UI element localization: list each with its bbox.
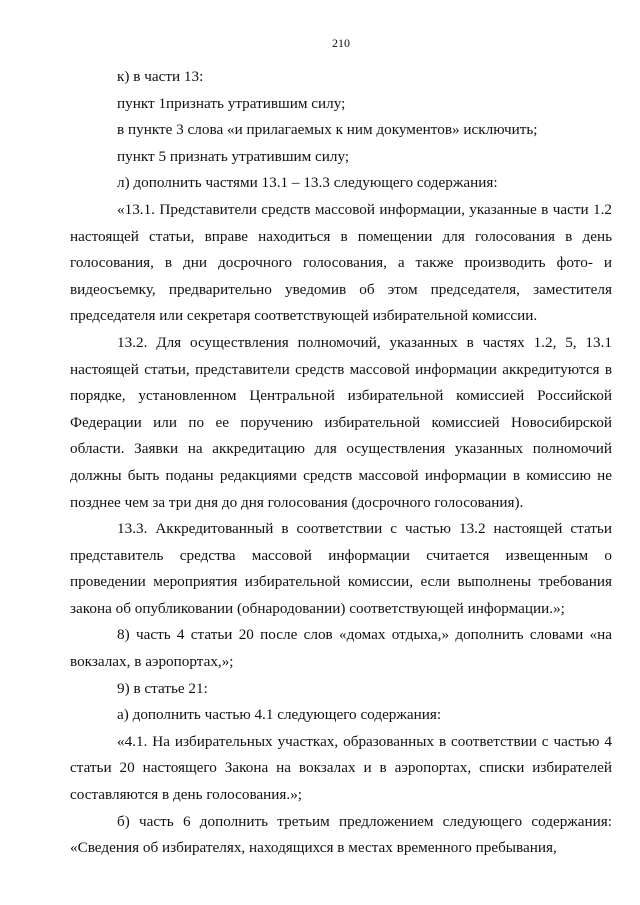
page-number: 210	[332, 36, 350, 50]
paragraph-item-3: в пункте 3 слова «и прилагаемых к ним документов» исключить;	[117, 121, 538, 139]
paragraph-l-add-parts: л) дополнить частями 13.1 – 13.3 следующего содержания:	[117, 174, 498, 192]
paragraph-a-part-4-1: а) дополнить частью 4.1 следующего содержания:	[117, 706, 442, 724]
paragraph-4-1-text: «4.1. На избирательных участках, образованных в соответствии с частью 4 статьи 20 настоящего Закона на вокзалах и в аэропортах, списки избирателей составляются в день голосования.»;	[70, 732, 612, 804]
paragraph-k-part-13: к) в части 13:	[117, 68, 204, 85]
paragraph-item-1: пункт 1признать утратившим силу;	[117, 94, 346, 112]
paragraph-9-article-21: 9) в статье 21:	[117, 679, 208, 697]
paragraph-13-2: 13.2. Для осуществления полномочий, указанных в частях 1.2, 5, 13.1 настоящей статьи, представители средств массовой информации аккредитуются в порядке, установленном Центральной избирательной комиссией Российской Федерации или по ее поручению избирательной комиссией Новосибирской области. Заявки на аккредитацию для осуществления указанных полномочий должны быть поданы редакциями средств массовой информации в комиссию не позднее чем за три дня до дня голосования (досрочного голосования).	[70, 333, 612, 511]
paragraph-13-1: «13.1. Представители средств массовой информации, указанные в части 1.2 настоящей статьи, вправе находиться в помещении для голосования в день голосования, в дни досрочного голосования, а также производить фото- и видеосъемку, предварительно уведомив об этом председателя, заместителя председателя или секретаря соответствующей избирательной комиссии.	[70, 200, 612, 325]
paragraph-13-3: 13.3. Аккредитованный в соответствии с частью 13.2 настоящей статьи представитель средства массовой информации считается извещенным о проведении мероприятия избирательной комиссии, если выполнены требования закона об опубликовании (обнародовании) соответствующей информации.»;	[70, 520, 612, 617]
document-page	[70, 36, 612, 862]
paragraph-b-part-6: б) часть 6 дополнить третьим предложением следующего содержания: «Сведения об избирателях, находящихся в местах временного пребывания,	[70, 812, 612, 857]
paragraph-8-article-20: 8) часть 4 статьи 20 после слов «домах отдыха,» дополнить словами «на вокзалах, в аэропортах,»;	[70, 626, 612, 671]
paragraph-item-5: пункт 5 признать утратившим силу;	[117, 147, 350, 165]
